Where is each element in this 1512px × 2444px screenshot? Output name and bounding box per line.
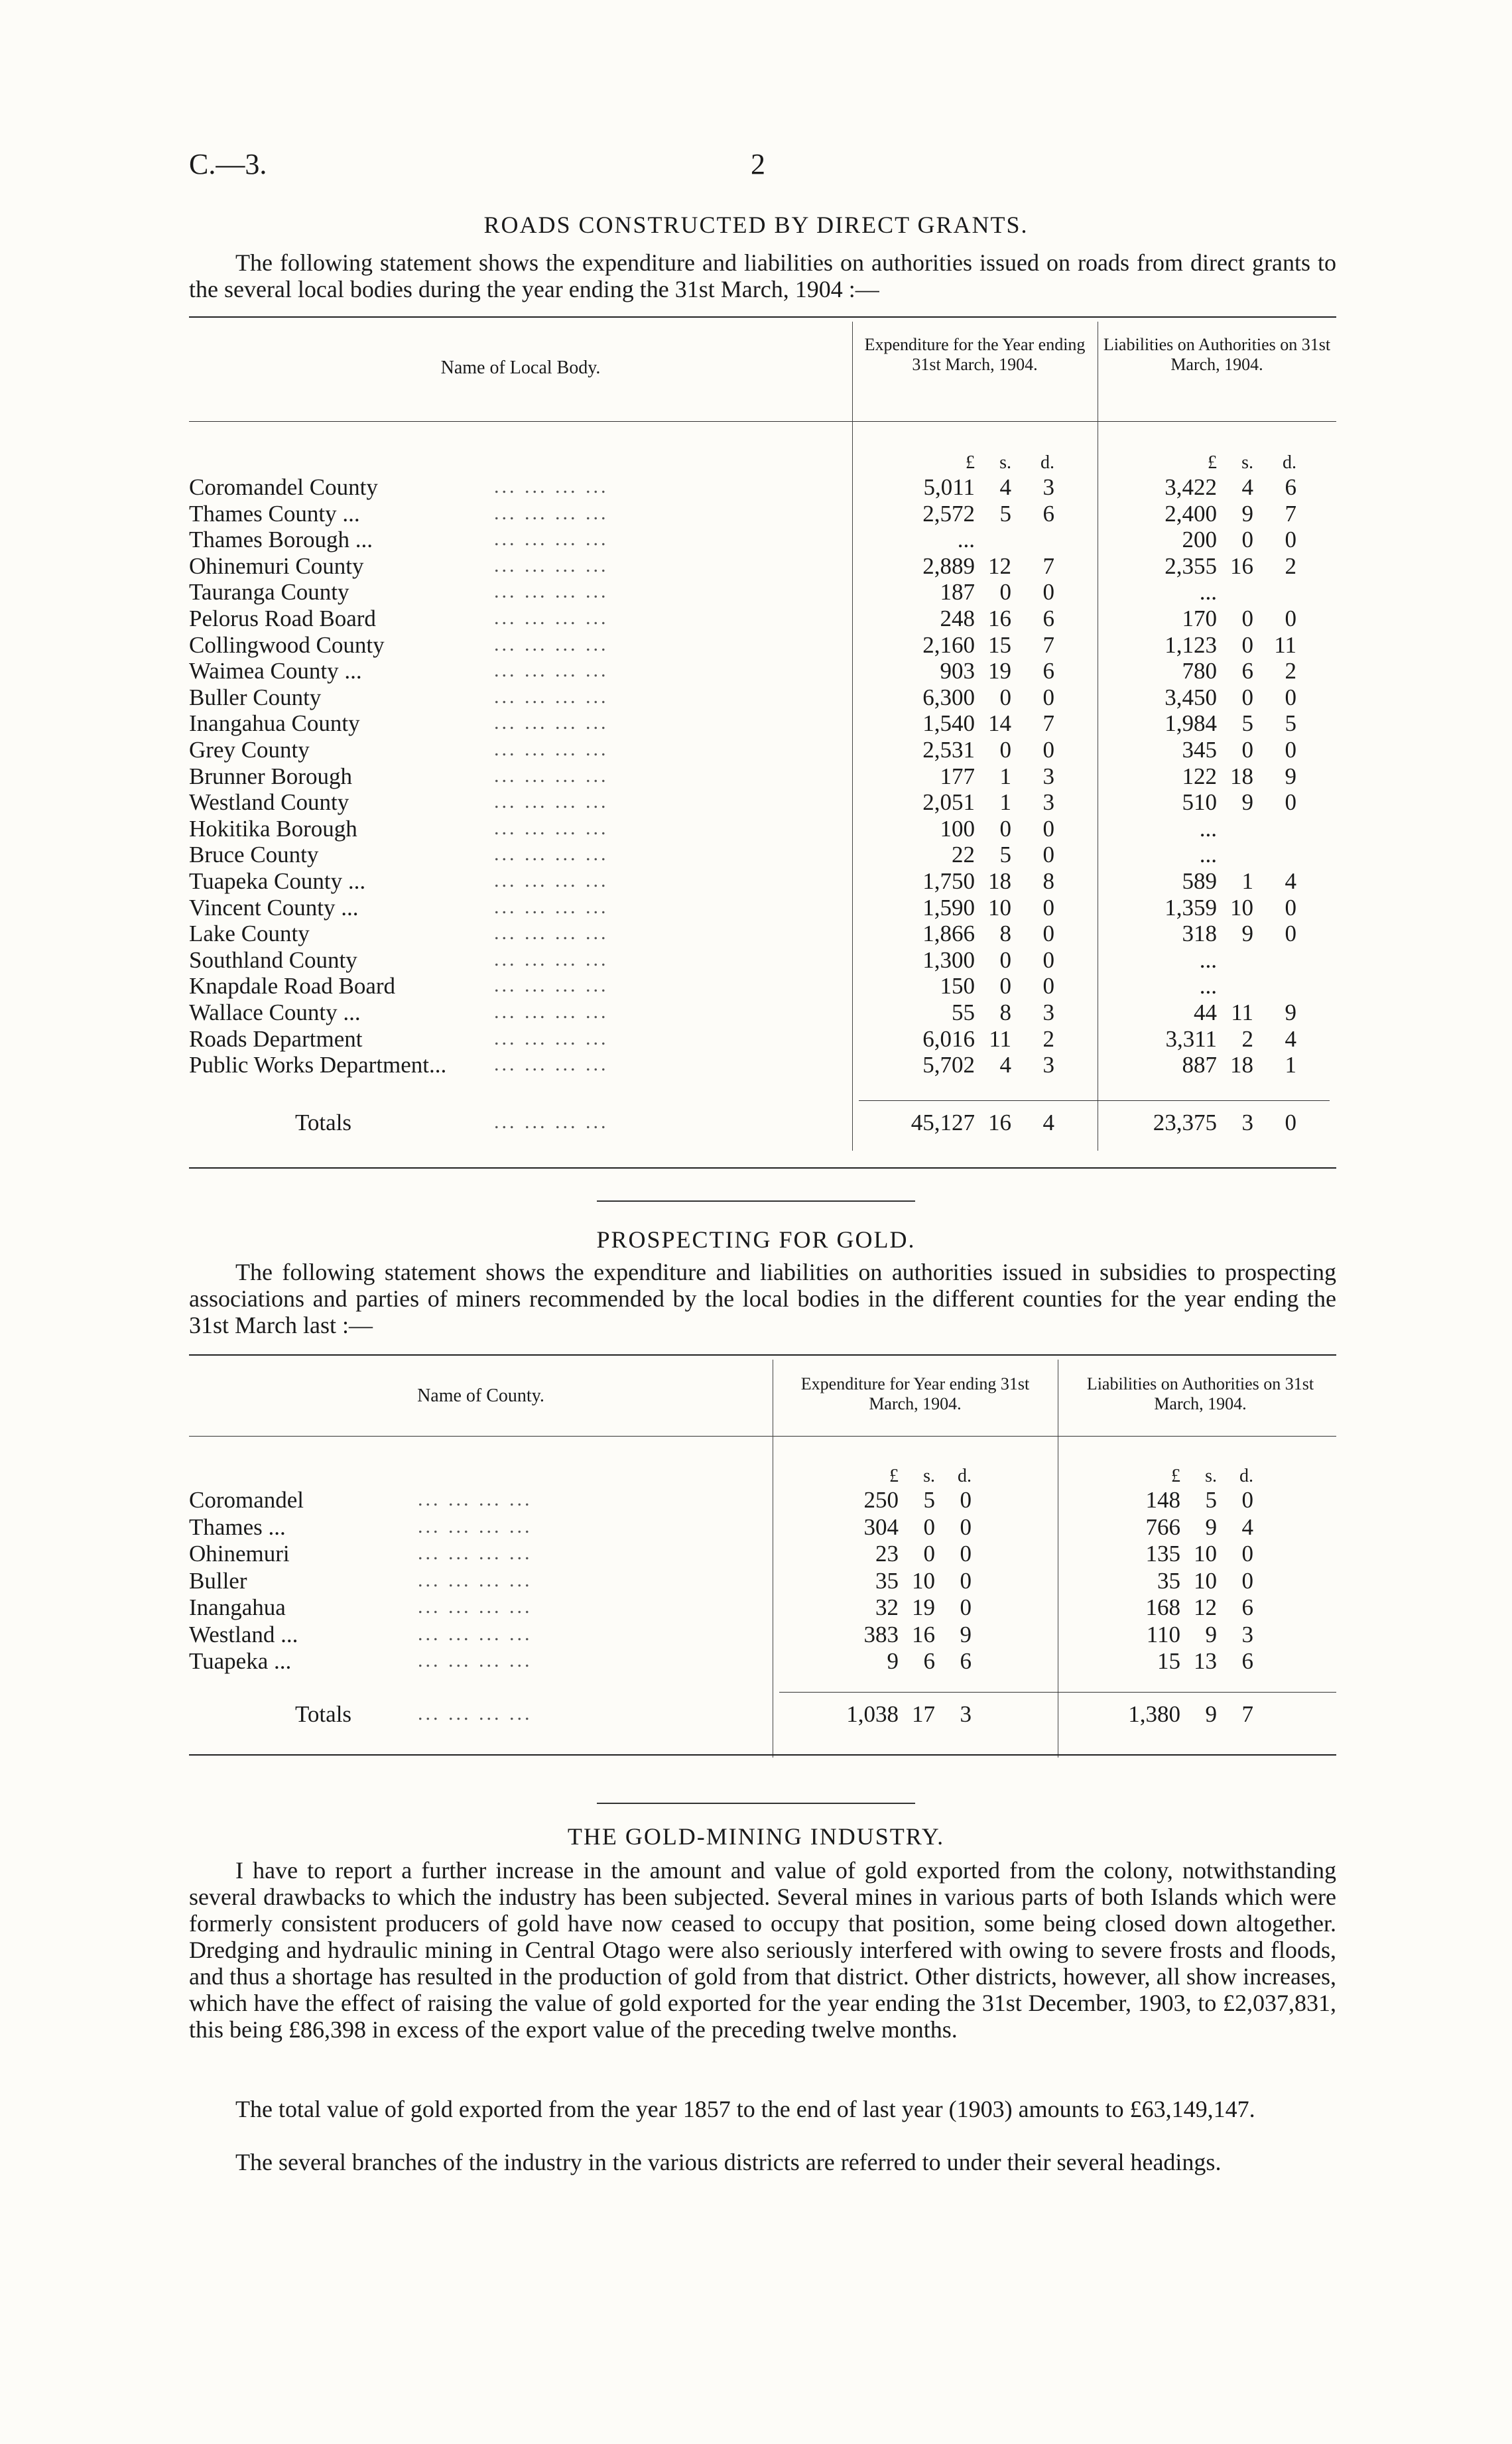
liability-value: 0 [1285, 894, 1296, 921]
row-name: Tuapeka County ... [189, 868, 366, 894]
leader-dots: ... ... ... ... [494, 816, 609, 839]
expenditure-value: 0 [1042, 842, 1054, 868]
leader-dots: ... ... ... ... [494, 712, 609, 734]
totals-label: Totals [295, 1701, 352, 1727]
expenditure-value: 177 [940, 763, 975, 789]
liability-value: 780 [1182, 658, 1217, 684]
expenditure-value: 8 [999, 921, 1011, 947]
expenditure-value: 0 [1042, 684, 1054, 710]
liability-value: 3,450 [1165, 684, 1217, 710]
row-name: Hokitika Borough [189, 815, 357, 842]
leader-dots: ... ... ... ... [418, 1542, 533, 1564]
roads-intro: The following statement shows the expenditure and liabilities on authorities issued on roads from direct grants to the several local bodies during the year ending the 31st March, 1904 :— [189, 249, 1336, 302]
leader-dots: ... ... ... ... [494, 476, 609, 497]
expenditure-value: 0 [999, 737, 1011, 763]
liability-value: 9 [1205, 1621, 1217, 1647]
row-name: Vincent County ... [189, 894, 359, 921]
leader-dots: ... ... ... ... [494, 974, 609, 997]
liability-value: 9 [1241, 500, 1253, 527]
expenditure-value: 5,011 [923, 474, 975, 500]
row-name: Coromandel [189, 1487, 304, 1513]
liability-value: 10 [1194, 1541, 1217, 1567]
total-expenditure: 1,038 [846, 1701, 899, 1727]
row-name: Bruce County [189, 842, 319, 868]
expenditure-value: 32 [875, 1594, 899, 1620]
liability-value: 170 [1182, 606, 1217, 631]
row-name: Southland County [189, 946, 357, 973]
row-name: Ohinemuri [189, 1541, 290, 1567]
expenditure-value: 1,750 [922, 868, 975, 894]
liability-value: 2 [1285, 552, 1296, 579]
row-name: Thames Borough ... [189, 527, 373, 553]
liability-value: 18 [1230, 763, 1253, 789]
expenditure-value: 150 [940, 973, 975, 999]
liability-value: 5 [1205, 1487, 1217, 1513]
leader-dots: ... ... ... ... [494, 607, 609, 629]
total-liability: 23,375 [1153, 1110, 1217, 1135]
row-name: Collingwood County [189, 631, 385, 658]
liability-value: 11 [1274, 631, 1296, 658]
liability-value: ... [1199, 973, 1217, 999]
expenditure-value: 248 [940, 606, 975, 631]
expenditure-value: 0 [1042, 815, 1054, 842]
expenditure-value: 3 [1042, 999, 1054, 1025]
liability-value: 510 [1182, 789, 1217, 816]
leader-dots: ... ... ... ... [494, 528, 609, 550]
total-expenditure: 3 [960, 1701, 972, 1727]
liability-value: 6 [1241, 1594, 1253, 1620]
liability-value: 9 [1205, 1513, 1217, 1540]
unit-label: £ [889, 1466, 899, 1486]
expenditure-value: 7 [1042, 631, 1054, 658]
table-bottom-rule [189, 1167, 1336, 1169]
liability-value: 200 [1182, 527, 1217, 553]
liability-value: 44 [1194, 999, 1217, 1025]
row-name: Knapdale Road Board [189, 973, 396, 999]
expenditure-value: 903 [940, 658, 975, 684]
expenditure-value: 15 [988, 631, 1011, 658]
liability-value: 110 [1146, 1621, 1180, 1647]
expenditure-value: 0 [999, 579, 1011, 606]
total-liability: 7 [1241, 1701, 1253, 1727]
leader-dots: ... ... ... ... [494, 948, 609, 970]
leader-dots: ... ... ... ... [494, 580, 609, 603]
expenditure-value: 4 [999, 1052, 1011, 1078]
col-header-name: Name of County. [417, 1385, 544, 1406]
liability-value: 10 [1230, 894, 1253, 921]
leader-dots: ... ... ... ... [418, 1649, 533, 1671]
liability-value: 4 [1285, 868, 1296, 894]
expenditure-value: 2,051 [922, 789, 975, 816]
totals-rule [859, 1100, 1330, 1101]
liability-value: 18 [1230, 1052, 1253, 1078]
expenditure-value: 6,300 [922, 684, 975, 710]
row-name: Brunner Borough [189, 763, 352, 789]
liability-value: 148 [1145, 1487, 1180, 1513]
liability-value: 35 [1157, 1567, 1180, 1594]
leader-dots: ... ... ... ... [494, 895, 609, 918]
leader-dots: ... ... ... ... [494, 843, 609, 866]
expenditure-value: 8 [999, 999, 1011, 1025]
expenditure-value: 0 [960, 1567, 972, 1594]
liability-value: 1 [1241, 868, 1253, 894]
col-header-expenditure: Expenditure for the Year ending 31st March, 1904. [864, 335, 1086, 374]
liability-value: 0 [1241, 737, 1253, 763]
unit-label: d. [1040, 452, 1054, 473]
row-name: Ohinemuri County [189, 552, 364, 579]
expenditure-value: 18 [988, 868, 1011, 894]
liability-value: 0 [1285, 527, 1296, 553]
expenditure-value: 0 [923, 1541, 935, 1567]
row-name: Thames County ... [189, 500, 360, 527]
total-liability: 9 [1205, 1701, 1217, 1727]
leader-dots: ... ... ... ... [494, 1001, 609, 1023]
liability-value: 9 [1241, 789, 1253, 816]
expenditure-value: 12 [988, 552, 1011, 579]
expenditure-value: 5 [999, 500, 1011, 527]
row-name: Buller [189, 1567, 247, 1594]
leader-dots: ... ... ... ... [494, 685, 609, 708]
unit-label: £ [1208, 452, 1217, 473]
column-divider [852, 322, 853, 1151]
expenditure-value: 0 [1042, 894, 1054, 921]
expenditure-value: 383 [863, 1621, 899, 1647]
unit-label: s. [1205, 1466, 1217, 1486]
row-name: Lake County [189, 921, 310, 947]
liability-value: 5 [1241, 710, 1253, 737]
row-name: Tuapeka ... [189, 1648, 292, 1674]
unit-label: d. [1283, 452, 1296, 473]
liability-value: 135 [1145, 1541, 1180, 1567]
liability-value: 4 [1285, 1025, 1296, 1052]
liability-value: 7 [1285, 500, 1296, 527]
leader-dots: ... ... ... ... [418, 1488, 533, 1510]
row-name: Tauranga County [189, 579, 349, 606]
leader-dots: ... ... ... ... [418, 1596, 533, 1618]
row-name: Wallace County ... [189, 999, 361, 1025]
liability-value: 0 [1285, 737, 1296, 763]
leader-dots: ... ... ... ... [494, 554, 609, 576]
expenditure-value: 6 [923, 1648, 935, 1674]
expenditure-value: 14 [988, 710, 1011, 737]
roads-title: ROADS CONSTRUCTED BY DIRECT GRANTS. [483, 212, 1029, 238]
expenditure-value: 2,531 [922, 737, 975, 763]
liability-value: 589 [1182, 868, 1217, 894]
row-name: Pelorus Road Board [189, 606, 376, 631]
expenditure-value: 0 [999, 815, 1011, 842]
liability-value: 13 [1194, 1648, 1217, 1674]
expenditure-value: 19 [912, 1594, 935, 1620]
expenditure-value: 0 [923, 1513, 935, 1540]
section-divider [597, 1803, 915, 1804]
expenditure-value: 1,300 [922, 946, 975, 973]
liability-value: 16 [1230, 552, 1253, 579]
total-liability: 0 [1285, 1110, 1296, 1135]
liability-value: 15 [1157, 1648, 1180, 1674]
table-rule [189, 1436, 1336, 1437]
expenditure-value: 6 [1042, 606, 1054, 631]
expenditure-value: 187 [940, 579, 975, 606]
col-header-liabilities: Liabilities on Authorities on 31st March, 1904. [1103, 335, 1331, 374]
expenditure-value: 8 [1042, 868, 1054, 894]
section-divider [597, 1200, 915, 1202]
expenditure-value: 0 [999, 973, 1011, 999]
liability-value: 2,355 [1165, 552, 1217, 579]
row-name: Coromandel County [189, 474, 378, 500]
liability-value: 11 [1231, 999, 1253, 1025]
liability-value: 9 [1285, 999, 1296, 1025]
expenditure-value: 250 [863, 1487, 899, 1513]
row-name: Thames ... [189, 1513, 286, 1540]
expenditure-value: 11 [989, 1025, 1011, 1052]
liability-value: 1 [1285, 1052, 1296, 1078]
expenditure-value: 35 [875, 1567, 899, 1594]
unit-label: £ [1171, 1466, 1180, 1486]
col-header-expenditure: Expenditure for Year ending 31st March, 1904. [800, 1374, 1030, 1413]
liability-value: 0 [1285, 606, 1296, 631]
leader-dots: ... ... ... ... [494, 1027, 609, 1049]
expenditure-value: 7 [1042, 710, 1054, 737]
expenditure-value: 1 [999, 789, 1011, 816]
expenditure-value: 5,702 [922, 1052, 975, 1078]
liability-value: 0 [1241, 684, 1253, 710]
leader-dots: ... ... ... ... [494, 1111, 609, 1133]
leader-dots: ... ... ... ... [494, 738, 609, 760]
total-liability: 3 [1241, 1110, 1253, 1135]
liability-value: 0 [1241, 1487, 1253, 1513]
row-name: Westland ... [189, 1621, 298, 1647]
expenditure-value: 16 [988, 606, 1011, 631]
expenditure-value: 1,540 [922, 710, 975, 737]
liability-value: ... [1199, 842, 1217, 868]
expenditure-value: 0 [1042, 973, 1054, 999]
total-expenditure: 45,127 [911, 1110, 975, 1135]
liability-value: 2 [1285, 658, 1296, 684]
total-expenditure: 4 [1042, 1110, 1054, 1135]
liability-value: 3 [1241, 1621, 1253, 1647]
gold-intro: The following statement shows the expenditure and liabilities on authorities issued in subsidies to prospecting associations and parties of miners recommended by the local bodies in the different counties for the year ending the 31st March last :— [189, 1259, 1336, 1338]
liability-value: 1,984 [1165, 710, 1217, 737]
expenditure-value: 6,016 [922, 1025, 975, 1052]
liability-value: 6 [1241, 658, 1253, 684]
leader-dots: ... ... ... ... [494, 764, 609, 787]
col-header-liabilities: Liabilities on Authorities on 31st March, 1904. [1086, 1374, 1314, 1413]
row-name: Grey County [189, 737, 310, 763]
unit-label: d. [1239, 1466, 1253, 1486]
row-name: Inangahua County [189, 710, 360, 737]
expenditure-value: 6 [1042, 500, 1054, 527]
expenditure-value: 9 [887, 1648, 899, 1674]
expenditure-value: 0 [1042, 921, 1054, 947]
liability-value: 0 [1285, 789, 1296, 816]
unit-label: s. [923, 1466, 935, 1486]
expenditure-value: 0 [1042, 737, 1054, 763]
unit-label: £ [966, 452, 975, 473]
row-name: Westland County [189, 789, 349, 816]
liability-value: 6 [1241, 1648, 1253, 1674]
liability-value: 122 [1182, 763, 1217, 789]
liability-value: 1,123 [1165, 631, 1217, 658]
expenditure-value: 10 [912, 1567, 935, 1594]
industry-paragraph-2: The total value of gold exported from the year 1857 to the end of last year (1903) amounts to £63,149,147. [235, 2096, 1255, 2122]
leader-dots: ... ... ... ... [494, 922, 609, 944]
table-rule [189, 421, 1336, 422]
liability-value: 0 [1241, 1567, 1253, 1594]
liability-value: 4 [1241, 1513, 1253, 1540]
expenditure-value: 6 [1042, 658, 1054, 684]
row-name: Roads Department [189, 1025, 363, 1052]
expenditure-value: 22 [952, 842, 975, 868]
table-rule [189, 316, 1336, 318]
liability-value: ... [1199, 815, 1217, 842]
liability-value: ... [1199, 579, 1217, 606]
expenditure-value: 3 [1042, 763, 1054, 789]
expenditure-value: 0 [1042, 579, 1054, 606]
unit-label: s. [999, 452, 1011, 473]
row-name: Inangahua [189, 1594, 286, 1620]
expenditure-value: 16 [912, 1621, 935, 1647]
liability-value: 5 [1285, 710, 1296, 737]
leader-dots: ... ... ... ... [494, 1053, 609, 1076]
liability-value: 318 [1182, 921, 1217, 947]
leader-dots: ... ... ... ... [418, 1569, 533, 1591]
liability-value: 0 [1285, 684, 1296, 710]
unit-label: d. [958, 1466, 972, 1486]
liability-value: 0 [1241, 527, 1253, 553]
row-name: Buller County [189, 684, 322, 710]
expenditure-value: 100 [940, 815, 975, 842]
expenditure-value: 55 [952, 999, 975, 1025]
expenditure-value: ... [957, 527, 975, 553]
liability-value: 0 [1241, 631, 1253, 658]
industry-paragraph-3: The several branches of the industry in the various districts are referred to under their several headings. [235, 2149, 1222, 2175]
page-number: 2 [751, 148, 765, 180]
expenditure-value: 10 [988, 894, 1011, 921]
liability-value: 9 [1285, 763, 1296, 789]
row-name: Public Works Department... [189, 1052, 447, 1078]
liability-value: 0 [1241, 606, 1253, 631]
expenditure-value: 19 [988, 658, 1011, 684]
table-rule [189, 1354, 1336, 1356]
expenditure-value: 1 [999, 763, 1011, 789]
liability-value: 3,422 [1165, 474, 1217, 500]
leader-dots: ... ... ... ... [418, 1622, 533, 1645]
liability-value: 10 [1194, 1567, 1217, 1594]
leader-dots: ... ... ... ... [494, 659, 609, 682]
expenditure-value: 2,572 [922, 500, 975, 527]
liability-value: 6 [1285, 474, 1296, 500]
expenditure-value: 2,160 [922, 631, 975, 658]
liability-value: 0 [1241, 1541, 1253, 1567]
leader-dots: ... ... ... ... [418, 1515, 533, 1537]
expenditure-value: 0 [999, 946, 1011, 973]
expenditure-value: 7 [1042, 552, 1054, 579]
totals-rule [779, 1692, 1336, 1693]
leader-dots: ... ... ... ... [418, 1703, 533, 1724]
expenditure-value: 9 [960, 1621, 972, 1647]
industry-title: THE GOLD-MINING INDUSTRY. [567, 1823, 945, 1850]
leader-dots: ... ... ... ... [494, 791, 609, 813]
leader-dots: ... ... ... ... [494, 501, 609, 524]
expenditure-value: 2 [1042, 1025, 1054, 1052]
expenditure-value: 0 [1042, 946, 1054, 973]
expenditure-value: 2,889 [922, 552, 975, 579]
industry-paragraph-1: I have to report a further increase in the amount and value of gold exported from the colony, notwithstanding several drawbacks to which the industry has been subjected. Several mines in various parts of both Islands which were formerly consistent producers of gold have now ceased to occupy that position, some being closed down altogether. Dredging and hydraulic mining in Central Otago were also seriously interfered with owing to severe frosts and floods, and thus a shortage has resulted in the production of gold from that district. Other districts, however, all show increases, which have the effect of raising the value of gold exported for the year ending the 31st December, 1903, to £2,037,831, this being £86,398 in excess of the export value of the preceding twelve months. [189, 1857, 1336, 2043]
leader-dots: ... ... ... ... [494, 869, 609, 891]
expenditure-value: 1,590 [922, 894, 975, 921]
expenditure-value: 3 [1042, 474, 1054, 500]
unit-label: s. [1241, 452, 1253, 473]
liability-value: 12 [1194, 1594, 1217, 1620]
total-expenditure: 16 [988, 1110, 1011, 1135]
expenditure-value: 23 [875, 1541, 899, 1567]
liability-value: 345 [1182, 737, 1217, 763]
expenditure-value: 0 [960, 1513, 972, 1540]
expenditure-value: 3 [1042, 1052, 1054, 1078]
liability-value: 887 [1182, 1052, 1217, 1078]
liability-value: ... [1199, 946, 1217, 973]
liability-value: 9 [1241, 921, 1253, 947]
expenditure-value: 5 [999, 842, 1011, 868]
gold-title: PROSPECTING FOR GOLD. [596, 1226, 916, 1253]
liability-value: 0 [1285, 921, 1296, 947]
expenditure-value: 0 [999, 684, 1011, 710]
expenditure-value: 304 [863, 1513, 899, 1540]
totals-label: Totals [295, 1110, 352, 1135]
liability-value: 168 [1145, 1594, 1180, 1620]
expenditure-value: 4 [999, 474, 1011, 500]
total-liability: 1,380 [1128, 1701, 1180, 1727]
expenditure-value: 5 [923, 1487, 935, 1513]
liability-value: 3,311 [1165, 1025, 1217, 1052]
liability-value: 2 [1241, 1025, 1253, 1052]
expenditure-value: 6 [960, 1648, 972, 1674]
document-reference: C.—3. [189, 148, 267, 180]
expenditure-value: 0 [960, 1594, 972, 1620]
total-expenditure: 17 [912, 1701, 935, 1727]
liability-value: 1,359 [1165, 894, 1217, 921]
expenditure-value: 0 [960, 1487, 972, 1513]
table-bottom-rule [189, 1754, 1336, 1756]
liability-value: 2,400 [1165, 500, 1217, 527]
liability-value: 766 [1145, 1513, 1180, 1540]
expenditure-value: 3 [1042, 789, 1054, 816]
leader-dots: ... ... ... ... [494, 633, 609, 655]
expenditure-value: 1,866 [922, 921, 975, 947]
liability-value: 4 [1241, 474, 1253, 500]
row-name: Waimea County ... [189, 658, 362, 684]
expenditure-value: 0 [960, 1541, 972, 1567]
col-header-name: Name of Local Body. [440, 357, 601, 378]
